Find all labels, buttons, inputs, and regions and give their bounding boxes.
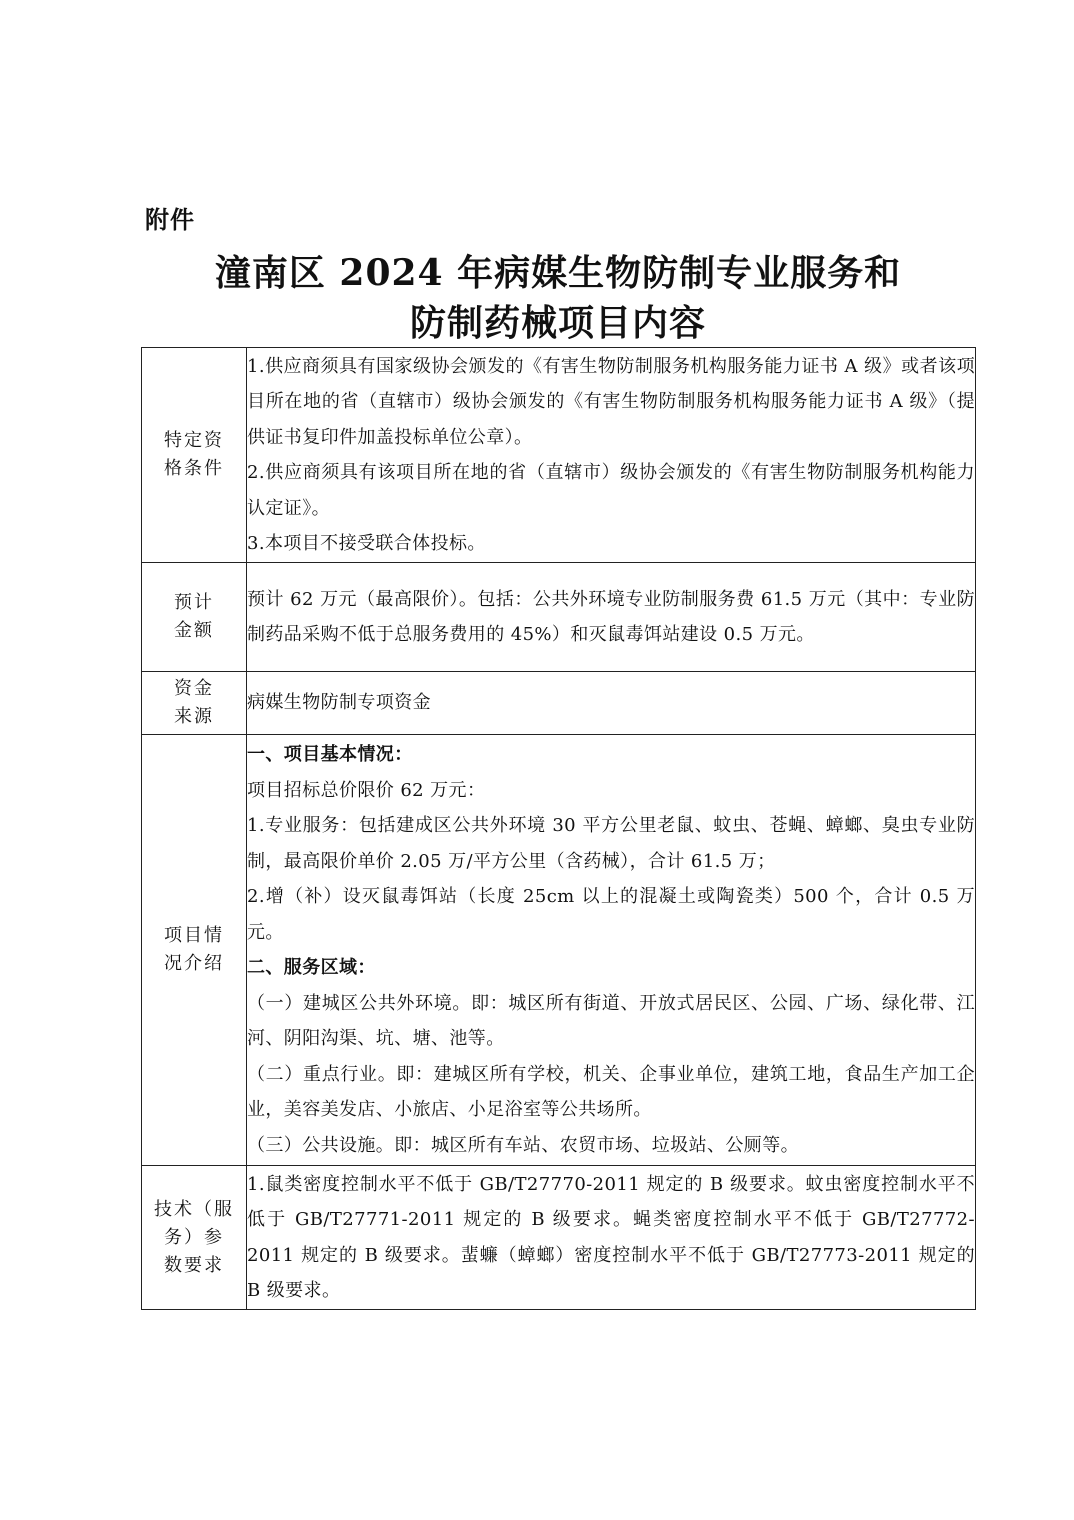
- paragraph: 1.鼠类密度控制水平不低于 GB/T27770-2011 规定的 B 级要求。蚊虫密度控制水平不低于 GB/T27771-2011 规定的 B 级要求。蝇类密度控制水平不低于 GB/T27772-2011 规定的 B 级要求。蜚蠊（蟑螂）密度控制水平不低于 GB/T27773-2011 规定的 B 级要求。: [247, 1173, 975, 1301]
- row-label: [142, 672, 247, 735]
- paragraph: 2.供应商须具有该项目所在地的省（直辖市）级协会颁发的《有害生物防制服务机构能力认定证》。: [247, 462, 975, 519]
- row-label: [142, 348, 247, 563]
- row-label-line: 资金: [174, 678, 214, 699]
- paragraph: 病媒生物防制专项资金: [247, 692, 431, 714]
- table-row-qualification: [142, 348, 976, 563]
- row-content: [247, 735, 976, 1166]
- row-label-line: 数要求: [164, 1254, 224, 1276]
- row-label-line: 来源: [174, 706, 214, 727]
- attachment-label: 附件: [145, 206, 195, 234]
- section-heading: 二、服务区域：: [247, 957, 376, 978]
- section-heading: 一、项目基本情况：: [247, 744, 413, 765]
- paragraph: （一）建城区公共外环境。即：城区所有街道、开放式居民区、公园、广场、绿化带、江河、阴阳沟渠、坑、塘、池等。: [247, 992, 975, 1049]
- row-content: [247, 563, 976, 672]
- page-title-line-2: 防制药械项目内容: [409, 302, 706, 344]
- row-label: [142, 563, 247, 672]
- table-row-fund-source: [142, 672, 976, 735]
- table-row-estimated-amount: [142, 563, 976, 672]
- row-label-line: 金额: [174, 620, 214, 641]
- paragraph: 1.专业服务：包括建成区公共外环境 30 平方公里老鼠、蚊虫、苍蝇、蟑螂、臭虫专业防制，最高限价单价 2.05 万/平方公里（含药械），合计 61.5 万；: [247, 815, 975, 872]
- page-title-line-1: 潼南区 2024 年病媒生物防制专业服务和: [214, 252, 902, 294]
- row-label: [142, 735, 247, 1166]
- row-label-line: 况介绍: [164, 953, 224, 974]
- row-label-line: 务）参: [164, 1226, 224, 1248]
- table-row-technical-requirements: [142, 1166, 976, 1310]
- paragraph: （二）重点行业。即：建城区所有学校，机关、企事业单位，建筑工地，食品生产加工企业，美容美发店、小旅店、小足浴室等公共场所。: [247, 1063, 975, 1120]
- row-content: [247, 348, 976, 563]
- paragraph: 项目招标总价限价 62 万元：: [247, 779, 486, 801]
- paragraph: 3.本项目不接受联合体投标。: [247, 533, 486, 554]
- project-content-table: [141, 347, 976, 1310]
- row-label-line: 技术（服: [154, 1198, 234, 1220]
- paragraph: （三）公共设施。即：城区所有车站、农贸市场、垃圾站、公厕等。: [247, 1134, 799, 1156]
- paragraph: 预计 62 万元（最高限价）。包括：公共外环境专业防制服务费 61.5 万元（其中：专业防制药品采购不低于总服务费用的 45%）和灭鼠毒饵站建设 0.5 万元。: [247, 588, 975, 645]
- row-content: [247, 672, 976, 735]
- table-row-project-overview: [142, 735, 976, 1166]
- row-label-line: 特定资: [164, 430, 224, 451]
- row-content: [247, 1166, 976, 1310]
- row-label: [142, 1166, 247, 1310]
- row-label-line: 预计: [174, 592, 214, 613]
- row-label-line: 格条件: [164, 458, 224, 479]
- paragraph: 1.供应商须具有国家级协会颁发的《有害生物防制服务机构服务能力证书 A 级》或者该项目所在地的省（直辖市）级协会颁发的《有害生物防制服务机构服务能力证书 A 级》（提供证书复印件加盖投标单位公章）。: [247, 355, 975, 448]
- row-label-line: 项目情: [164, 925, 224, 946]
- paragraph: 2.增（补）设灭鼠毒饵站（长度 25cm 以上的混凝土或陶瓷类）500 个，合计 0.5 万元。: [247, 886, 975, 943]
